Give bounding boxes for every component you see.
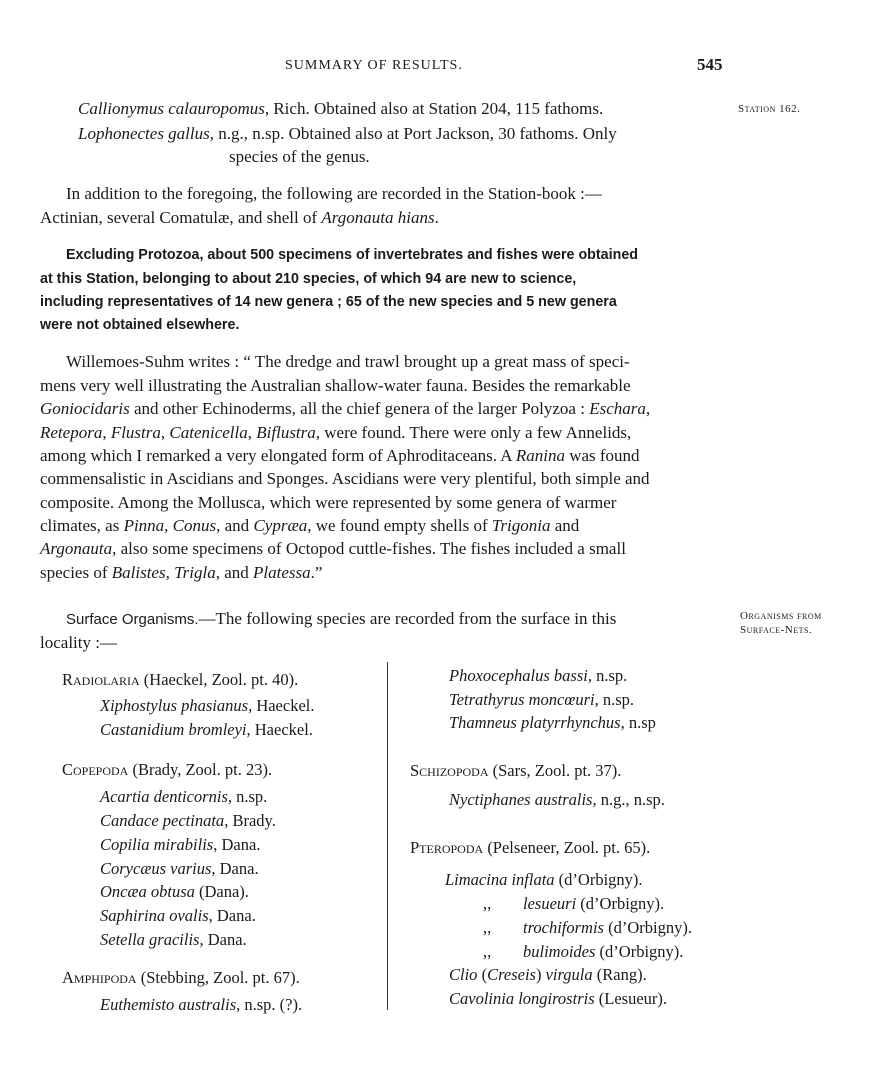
quote-line2: mens very well illustrating the Australian shallow-water fauna. Besides the remarkable — [40, 376, 631, 395]
species-authority: , n.sp. (?). — [236, 995, 303, 1014]
text: and — [550, 516, 580, 535]
margin-note-station: Station 162. — [738, 103, 801, 115]
genus: Goniocidaris — [40, 399, 130, 418]
species-item — [100, 997, 302, 1014]
text: —The following species are recorded from the surface in this — [198, 609, 617, 628]
ditto-mark: ,, — [483, 894, 492, 913]
group-name: Amphipoda — [62, 968, 137, 987]
species-name: Oncæa obtusa — [100, 882, 195, 901]
species-authority: (Rang). — [592, 965, 647, 984]
species-authority: (d’Orbigny). — [603, 918, 692, 937]
species-name: Thamneus platyrrhynchus — [449, 713, 621, 732]
species-item — [100, 813, 276, 830]
species-note-continued: species of the genus. — [229, 147, 370, 166]
text: ) — [535, 965, 546, 984]
species-authority: (Lesueur). — [594, 989, 668, 1008]
species-name: lesueuri — [523, 894, 577, 913]
quote-line5 — [40, 447, 640, 464]
genus: Trigonia — [491, 516, 551, 535]
species-item — [449, 967, 647, 984]
species-name: Tetrathyrus moncœuri — [449, 690, 595, 709]
station-book-line2 — [40, 209, 439, 226]
genus: Retepora — [40, 423, 103, 442]
species-authority: , Dana. — [213, 835, 261, 854]
text: , and — [215, 563, 253, 582]
species-item — [100, 884, 249, 901]
text: , were found. There were only a few Annelids, — [315, 423, 632, 442]
margin-note-organisms — [740, 610, 822, 638]
genus: Balistes — [111, 563, 166, 582]
species-name: Limacina inflata — [445, 870, 555, 889]
group-ref: (Brady, Zool. pt. 23). — [128, 760, 273, 779]
species-note: , Rich. Obtained also at Station 204, 115 fathoms. — [264, 99, 604, 118]
group-pteropoda — [410, 840, 650, 857]
species-item — [100, 861, 259, 878]
species-item — [100, 722, 313, 739]
genus: Catenicella — [169, 423, 248, 442]
text: species of — [40, 563, 112, 582]
species-name: Euthemisto australis — [100, 995, 237, 1014]
species-item — [483, 896, 664, 913]
species-item — [100, 789, 267, 806]
group-ref: (Stebbing, Zool. pt. 67). — [136, 968, 300, 987]
species-item — [483, 920, 692, 937]
species-authority: , Haeckel. — [248, 696, 315, 715]
species-name: trochiformis — [523, 918, 604, 937]
margin-note-organisms-line1: Organisms from — [740, 610, 822, 622]
ditto-mark: ,, — [483, 918, 492, 937]
species-name: Argonauta hians — [321, 208, 435, 227]
text: , — [102, 423, 111, 442]
species-name: Nyctiphanes australis — [449, 790, 593, 809]
species-item — [100, 932, 247, 949]
genus: Trigla — [174, 563, 216, 582]
species-authority: , Haeckel. — [246, 720, 313, 739]
quote-line7: composite. Among the Mollusca, which were represented by some genera of warmer — [40, 493, 617, 512]
genus: Eschara, — [589, 399, 651, 418]
species-name: Cavolinia longirostris — [449, 989, 595, 1008]
group-schizopoda — [410, 763, 621, 780]
genus: Ranina — [515, 446, 565, 465]
group-ref: (Haeckel, Zool. pt. 40). — [139, 670, 299, 689]
text: , also some specimens of Octopod cuttle-fishes. The fishes included a small — [112, 539, 626, 558]
group-name: Schizopoda — [410, 761, 489, 780]
ditto-mark: ,, — [483, 942, 492, 961]
genus: Argonauta — [40, 539, 113, 558]
surface-intro-line1 — [66, 610, 616, 627]
quote-line10 — [40, 564, 322, 581]
species-authority: , n.sp — [620, 713, 656, 732]
species-item — [483, 944, 683, 961]
species-name: Corycæus varius — [100, 859, 212, 878]
genus: Conus — [172, 516, 217, 535]
text: , — [247, 423, 257, 442]
group-name: Radiolaria — [62, 670, 140, 689]
species-epithet: virgula — [545, 965, 593, 984]
group-ref: (Pelseneer, Zool. pt. 65). — [483, 838, 651, 857]
species-name: Candace pectinata — [100, 811, 225, 830]
text: and other Echinoderms, all the chief genera of the larger Polyzoa : — [129, 399, 590, 418]
text: was found — [564, 446, 640, 465]
group-name: Pteropoda — [410, 838, 484, 857]
quote-line1: Willemoes-Suhm writes : “ The dredge and trawl brought up a great mass of speci- — [66, 352, 630, 371]
species-note: , n.g., n.sp. Obtained also at Port Jackson, 30 fathoms. Only — [209, 124, 617, 143]
species-name: Phoxocephalus bassi — [449, 666, 588, 685]
summary-line2: at this Station, belonging to about 210 species, of which 94 are new to science, — [40, 271, 577, 287]
species-name: Lophonectes gallus — [78, 124, 210, 143]
species-name: Castanidium bromleyi — [100, 720, 247, 739]
column-divider — [387, 662, 388, 1010]
text: .” — [310, 563, 323, 582]
group-name: Copepoda — [62, 760, 129, 779]
species-callionymus — [78, 100, 603, 117]
genus: Platessa — [253, 563, 311, 582]
text: , — [160, 423, 170, 442]
species-authority: (d’Orbigny). — [576, 894, 665, 913]
group-ref: (Sars, Zool. pt. 37). — [488, 761, 622, 780]
summary-line4: were not obtained elsewhere. — [40, 317, 240, 333]
species-lophonectes — [78, 125, 723, 142]
text: climates, as — [40, 516, 124, 535]
quote-line9 — [40, 540, 626, 557]
species-authority: , Brady. — [224, 811, 276, 830]
quote-line3 — [40, 400, 650, 417]
species-item — [445, 872, 643, 889]
text: , — [164, 516, 173, 535]
summary-line3: including representatives of 14 new genera ; 65 of the new species and 5 new genera — [40, 294, 617, 310]
summary-line1: Excluding Protozoa, about 500 specimens of invertebrates and fishes were obtained — [66, 247, 639, 263]
species-name: Copilia mirabilis — [100, 835, 214, 854]
subgenus: Creseis — [487, 965, 536, 984]
species-authority: , n.g., n.sp. — [592, 790, 665, 809]
text: . — [434, 208, 439, 227]
surface-intro-line2: locality :— — [40, 633, 117, 652]
text: , and — [216, 516, 254, 535]
species-item — [449, 692, 634, 709]
species-name: Saphirina ovalis — [100, 906, 209, 925]
species-authority: (d’Orbigny). — [595, 942, 684, 961]
species-name: Xiphostylus phasianus — [100, 696, 249, 715]
species-authority: , Dana. — [211, 859, 259, 878]
species-name: Acartia denticornis — [100, 787, 228, 806]
section-heading: Surface Organisms. — [66, 611, 199, 628]
species-item — [449, 715, 656, 732]
text: , we found empty shells of — [307, 516, 492, 535]
genus: Cypræa — [253, 516, 308, 535]
running-title: SUMMARY OF RESULTS. — [285, 58, 463, 73]
species-authority: (Dana). — [194, 882, 249, 901]
text: Actinian, several Comatulæ, and shell of — [40, 208, 322, 227]
page-number: 545 — [697, 55, 723, 74]
species-authority: , Dana. — [208, 906, 256, 925]
species-item — [449, 792, 665, 809]
group-copepoda — [62, 762, 272, 779]
species-item — [100, 837, 260, 854]
text: ( — [477, 965, 488, 984]
species-item — [100, 698, 314, 715]
species-name: Callionymus calauropomus — [78, 99, 265, 118]
genus: Biflustra — [256, 423, 316, 442]
text: among which I remarked a very elongated form of Aphroditaceans. A — [40, 446, 516, 465]
genus: Flustra — [110, 423, 161, 442]
species-item — [449, 668, 627, 685]
quote-line4 — [40, 424, 631, 441]
species-item — [449, 991, 667, 1008]
genus: Pinna — [123, 516, 165, 535]
species-item — [100, 908, 256, 925]
quote-line8 — [40, 517, 579, 534]
species-name: Clio — [449, 965, 478, 984]
text: , — [165, 563, 175, 582]
species-authority: , n.sp. — [594, 690, 635, 709]
species-name: bulimoides — [523, 942, 596, 961]
species-name: Setella gracilis — [100, 930, 200, 949]
margin-note-organisms-line2: Surface-Nets. — [740, 623, 813, 636]
quote-line6: commensalistic in Ascidians and Sponges. Ascidians were very plentiful, both simple and — [40, 469, 650, 488]
group-radiolaria — [62, 672, 298, 689]
species-authority: , Dana. — [199, 930, 247, 949]
species-authority: , n.sp. — [587, 666, 628, 685]
species-authority: (d’Orbigny). — [554, 870, 643, 889]
species-authority: , n.sp. — [227, 787, 268, 806]
station-book-line1: In addition to the foregoing, the following are recorded in the Station-book :— — [66, 184, 602, 203]
group-amphipoda — [62, 970, 300, 987]
